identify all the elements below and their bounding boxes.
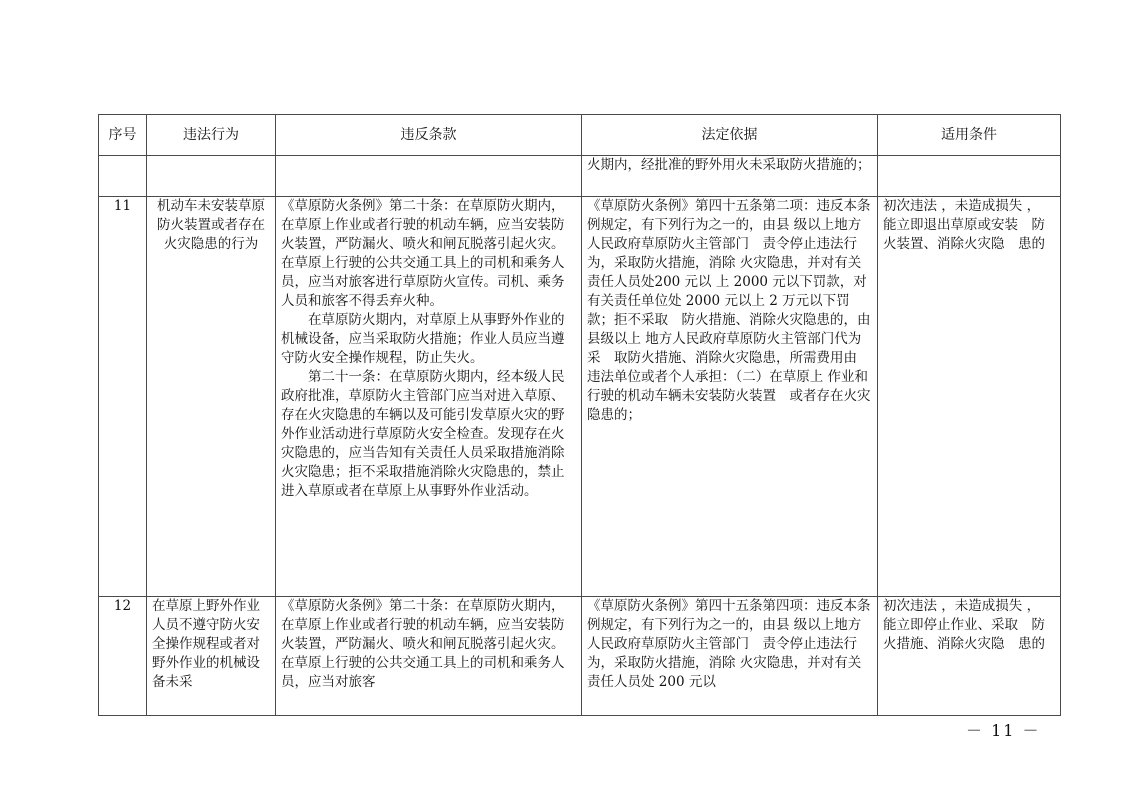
cell-articles xyxy=(276,197,582,597)
header-conditions: 适用条件 xyxy=(878,115,1061,156)
header-articles: 违反条款 xyxy=(276,115,582,156)
table-row-continuation xyxy=(99,156,1061,197)
cell-seq: 12 xyxy=(99,597,147,716)
page-number: － 11 － xyxy=(966,721,1041,740)
cell-basis: 火期内，经批准的野外用火未采取防火措施的； xyxy=(582,156,878,197)
header-row xyxy=(99,115,1061,156)
article-paragraph: 《草原防火条例》第二十条：在草原防火期内，在草原上作业或者行驶的机动车辆，应当安装防火装置，严防漏火、喷火和闸瓦脱落引起火灾。在草原上行驶的公共交通工具上的司机和乘务人员，应当对旅客进行草原防火宣传。司机、乘务人员和旅客不得丢弃火种。 xyxy=(281,198,565,309)
article-paragraph: 在草原防火期内，对草原上从事野外作业的机械设备，应当采取防火措施；作业人员应当遵守防火安全操作规程，防止失火。 xyxy=(281,312,565,366)
header-act: 违法行为 xyxy=(147,115,276,156)
article-paragraph: 第二十一条：在草原防火期内，经本级人民政府批准，草原防火主管部门应当对进入草原、存在火灾隐患的车辆以及可能引发草原火灾的野外作业活动进行草原防火安全检查。发现存在火灾隐患的，应当告知有关责任人员采取措施消除火灾隐患；拒不采取措施消除火灾隐患的，禁止进入草原或者在草原上从事野外作业活动。 xyxy=(281,369,565,499)
table-row xyxy=(99,597,1061,716)
header-seq: 序号 xyxy=(99,115,147,156)
cell-act: 机动车未安装草原防火装置或者存在火灾隐患的行为 xyxy=(147,197,276,597)
cell-conditions: 初次违法 ，未造成损失 ， 能立即停止作业、采取 防火措施、消除火灾隐 患的 xyxy=(878,597,1061,716)
cell-articles xyxy=(276,156,582,197)
cell-seq xyxy=(99,156,147,197)
cell-conditions xyxy=(878,156,1061,197)
regulation-table xyxy=(98,114,1061,716)
table-row xyxy=(99,197,1061,597)
header-basis: 法定依据 xyxy=(582,115,878,156)
cell-basis: 《草原防火条例》第四十五条第四项：违反本条例规定，有下列行为之一的，由县 级以上地方人民政府草原防火主管部门 责令停止违法行为，采取防火措施，消除 火灾隐患，并对有关责任人员处 200 元以 xyxy=(582,597,878,716)
cell-act xyxy=(147,156,276,197)
cell-articles xyxy=(276,597,582,716)
cell-conditions: 初次违法 ，未造成损失 ， 能立即退出草原或安装 防火装置、消除火灾隐 患的 xyxy=(878,197,1061,597)
article-paragraph: 《草原防火条例》第二十条：在草原防火期内，在草原上作业或者行驶的机动车辆，应当安装防火装置，严防漏火、喷火和闸瓦脱落引起火灾。在草原上行驶的公共交通工具上的司机和乘务人员，应当对旅客 xyxy=(281,598,565,690)
cell-act: 在草原上野外作业人员不遵守防火安全操作规程或者对野外作业的机械设备未采 xyxy=(147,597,276,716)
cell-basis: 《草原防火条例》第四十五条第二项：违反本条例规定，有下列行为之一的，由县 级以上地方人民政府草原防火主管部门 责令停止违法行为，采取防火措施，消除 火灾隐患，并对有关责任人员处200 元以 上 2000 元以下罚款，对有关责任单位处 2000 元以上 2 万元以下罚款；拒不采取 防火措施、消除火灾隐患的，由县级以上 地方人民政府草原防火主管部门代为采 取防火措施、消除火灾隐患，所需费用由 违法单位或者个人承担：（二）在草原上 作业和行驶的机动车辆未安装防火装置 或者存在火灾隐患的； xyxy=(582,197,878,597)
cell-seq: 11 xyxy=(99,197,147,597)
